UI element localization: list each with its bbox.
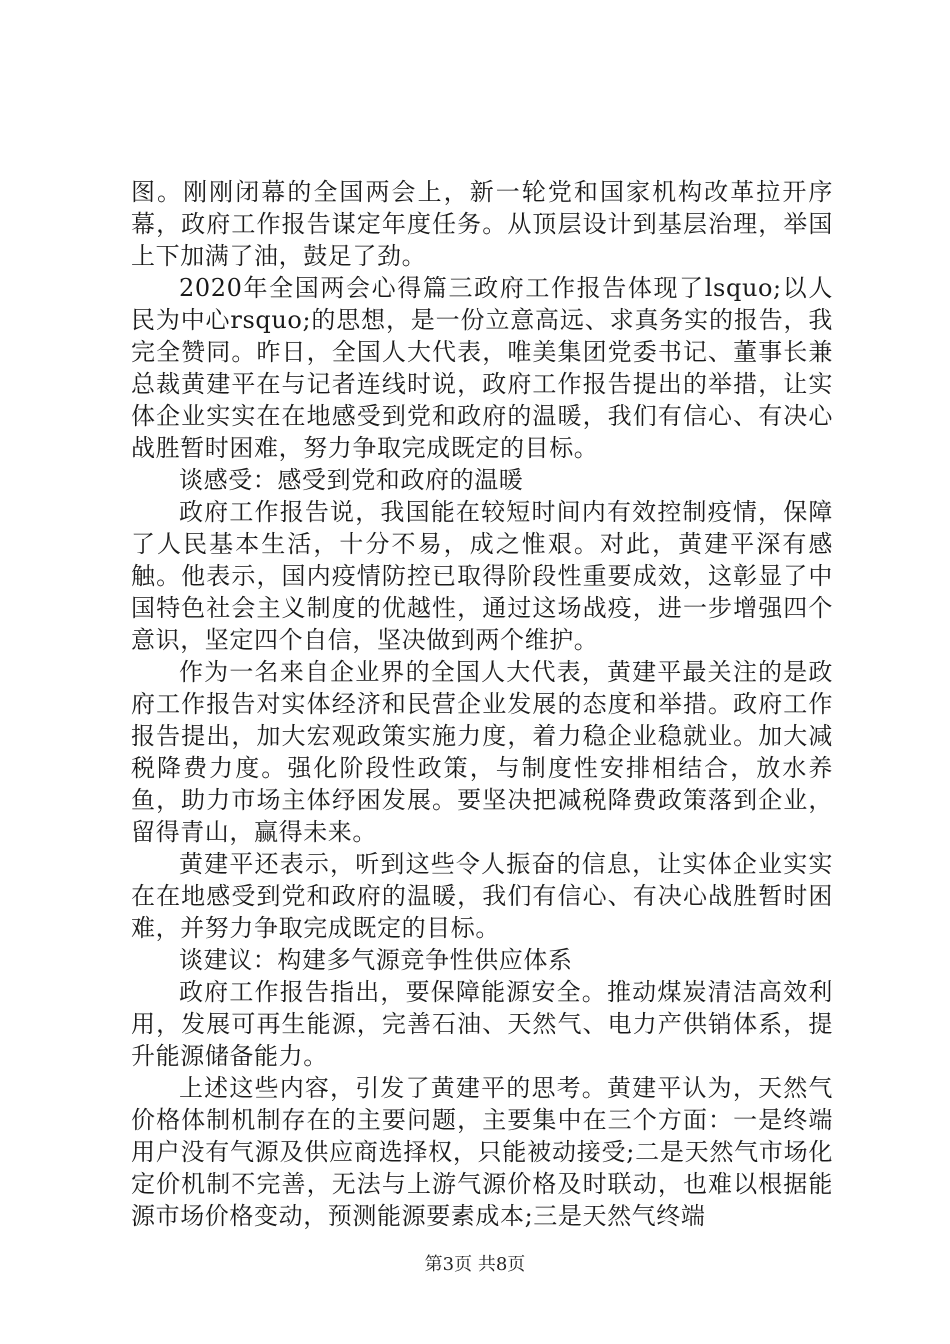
paragraph: 作为一名来自企业界的全国人大代表，黄建平最关注的是政府工作报告对实体经济和民营企业发展的态度和举措。政府工作报告提出，加大宏观政策实施力度，着力稳企业稳就业。加大减税降费力度。强化阶段性政策，与制度性安排相结合，放水养鱼，助力市场主体纾困发展。要坚决把减税降费政策落到企业，留得青山，赢得未来。 xyxy=(131,658,833,846)
paragraph: 上述这些内容，引发了黄建平的思考。黄建平认为，天然气价格体制机制存在的主要问题，主要集中在三个方面：一是终端用户没有气源及供应商选择权，只能被动接受;二是天然气市场化定价机制不完善，无法与上游气源价格及时联动，也难以根据能源市场价格变动，预测能源要素成本;三是天然气终端 xyxy=(131,1074,833,1230)
section-heading: 谈感受：感受到党和政府的温暖 xyxy=(179,466,524,494)
paragraph: 政府工作报告说，我国能在较短时间内有效控制疫情，保障了人民基本生活，十分不易，成之惟艰。对此，黄建平深有感触。他表示，国内疫情防控已取得阶段性重要成效，这彰显了中国特色社会主义制度的优越性，通过这场战疫，进一步增强四个意识，坚定四个自信，坚决做到两个维护。 xyxy=(131,498,833,654)
page-footer xyxy=(0,1254,950,1276)
page-number: 第3页 共8页 xyxy=(424,1254,526,1275)
section-heading: 谈建议：构建多气源竞争性供应体系 xyxy=(179,946,573,974)
document-body xyxy=(131,176,833,1232)
paragraph: 黄建平还表示，听到这些令人振奋的信息，让实体企业实实在在地感受到党和政府的温暖，我们有信心、有决心战胜暂时困难，并努力争取完成既定的目标。 xyxy=(131,850,833,942)
paragraph: 2020年全国两会心得篇三政府工作报告体现了lsquo;以人民为中心rsquo;的思想，是一份立意高远、求真务实的报告，我完全赞同。昨日，全国人大代表，唯美集团党委书记、董事长兼总裁黄建平在与记者连线时说，政府工作报告提出的举措，让实体企业实实在在地感受到党和政府的温暖，我们有信心、有决心战胜暂时困难，努力争取完成既定的目标。 xyxy=(131,274,833,462)
paragraph-continuation: 图。刚刚闭幕的全国两会上，新一轮党和国家机构改革拉开序幕，政府工作报告谋定年度任务。从顶层设计到基层治理，举国上下加满了油，鼓足了劲。 xyxy=(131,178,833,270)
paragraph: 政府工作报告指出，要保障能源安全。推动煤炭清洁高效利用，发展可再生能源，完善石油、天然气、电力产供销体系，提升能源储备能力。 xyxy=(131,978,833,1070)
